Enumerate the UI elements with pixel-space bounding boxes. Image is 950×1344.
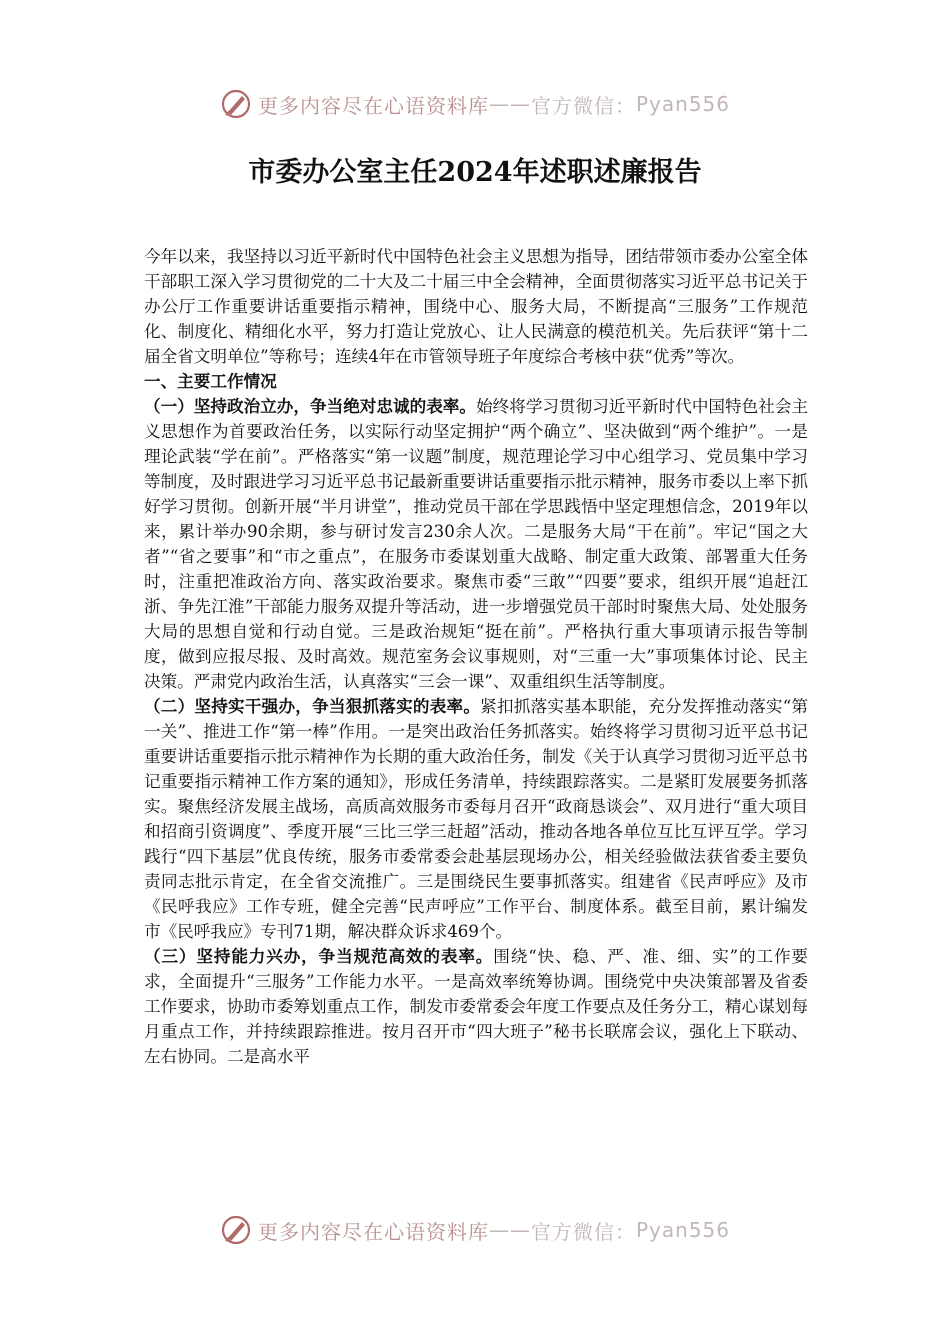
watermark-wechat-label: 官方微信： [530, 93, 636, 118]
item-lead-3: （三）坚持能力兴办，争当规范高效的表率。 [144, 946, 494, 966]
item-body-3: 围绕“快、稳、严、准、细、实”的工作要求，全面提升“三服务”工作能力水平。一是高效率统筹协调。围绕党中央决策部署及省委工作要求，协助市委筹划重点工作，制发市委常委会年度工作要点及任务分工，精心谋划每月重点工作，并持续跟踪推进。按月召开市“四大班子”秘书长联席会议，强化上下联动、左右协同。二是高水平 [144, 947, 809, 1066]
intro-paragraph: 今年以来，我坚持以习近平新时代中国特色社会主义思想为指导，团结带领市委办公室全体干部职工深入学习贯彻党的二十大及二十届三中全会精神，全面贯彻落实习近平总书记关于办公厅工作重要讲话重要指示精神，围绕中心、服务大局，不断提高“三服务”工作规范化、制度化、精细化水平，努力打造让党放心、让人民满意的模范机关。先后获评“第十二届全省文明单位”等称号；连续4年在市管领导班子年度综合考核中获“优秀”等次。 [144, 247, 808, 366]
pen-logo-icon [220, 1214, 252, 1246]
watermark-dash: —— [488, 92, 531, 116]
item-paragraph-2 [144, 694, 808, 944]
watermark-brand-text: 更多内容尽在心语资料库 [257, 93, 489, 118]
watermark-wechat-id: Pyan556 [635, 92, 730, 116]
item-body-2: 紧扣抓落实基本职能，充分发挥推动落实“第一关”、推进工作“第一棒”作用。一是突出政治任务抓落实。始终将学习贯彻习近平总书记重要讲话重要指示批示精神作为长期的重大政治任务，制发《关于认真学习贯彻习近平总书记重要指示精神工作方案的通知》，形成任务清单，持续跟踪落实。二是紧盯发展要务抓落实。聚焦经济发展主战场，高质高效服务市委每月召开“政商恳谈会”、双月进行“重大项目和招商引资调度”、季度开展“三比三学三赶超”活动，推动各地各单位互比互评互学。学习践行“四下基层”优良传统，服务市委常委会赴基层现场办公，相关经验做法获省委主要负责同志批示肯定，在全省交流推广。三是围绕民生要事抓落实。组建省《民声呼应》及市《民呼我应》工作专班，健全完善“民声呼应”工作平台、制度体系。截至目前，累计编发市《民呼我应》专刊71期，解决群众诉求469个。 [144, 697, 809, 941]
watermark-wechat-id: Pyan556 [635, 1218, 730, 1242]
item-lead-1: （一）坚持政治立办，争当绝对忠诚的表率。 [144, 396, 477, 416]
watermark-dash: —— [488, 1218, 531, 1242]
pen-logo-icon [220, 88, 252, 120]
item-lead-2: （二）坚持实干强办，争当狠抓落实的表率。 [144, 696, 481, 716]
document-body [144, 244, 808, 1069]
watermark-wechat-label: 官方微信： [530, 1219, 636, 1244]
section-heading: 一、主要工作情况 [144, 371, 277, 391]
item-paragraph-1 [144, 394, 808, 694]
watermark-brand-text: 更多内容尽在心语资料库 [257, 1219, 489, 1244]
document-title: 市委办公室主任2024年述职述廉报告 [248, 157, 702, 188]
item-paragraph-3 [144, 944, 808, 1069]
item-body-1: 始终将学习贯彻习近平新时代中国特色社会主义思想作为首要政治任务，以实际行动坚定拥护“两个确立”、坚决做到“两个维护”。一是理论武装“学在前”。严格落实“第一议题”制度，规范理论学习中心组学习、党员集中学习等制度，及时跟进学习习近平总书记最新重要讲话重要指示批示精神，服务市委以上率下抓好学习贯彻。创新开展“半月讲堂”，推动党员干部在学思践悟中坚定理想信念，2019年以来，累计举办90余期，参与研讨发言230余人次。二是服务大局“干在前”。牢记“国之大者”“省之要事”和“市之重点”，在服务市委谋划重大战略、制定重大政策、部署重大任务时，注重把准政治方向、落实政治要求。聚焦市委“三敢”“四要”要求，组织开展“追赶江浙、争先江淮”干部能力服务双提升等活动，进一步增强党员干部时时聚焦大局、处处服务大局的思想自觉和行动自觉。三是政治规矩“挺在前”。严格执行重大事项请示报告等制度，做到应报尽报、及时高效。规范室务会议事规则，对“三重一大”事项集体讨论、民主决策。严肃党内政治生活，认真落实“三会一课”、双重组织生活等制度。 [144, 397, 809, 691]
watermark-banner-bottom [0, 1210, 950, 1250]
watermark-banner-top [0, 84, 950, 124]
